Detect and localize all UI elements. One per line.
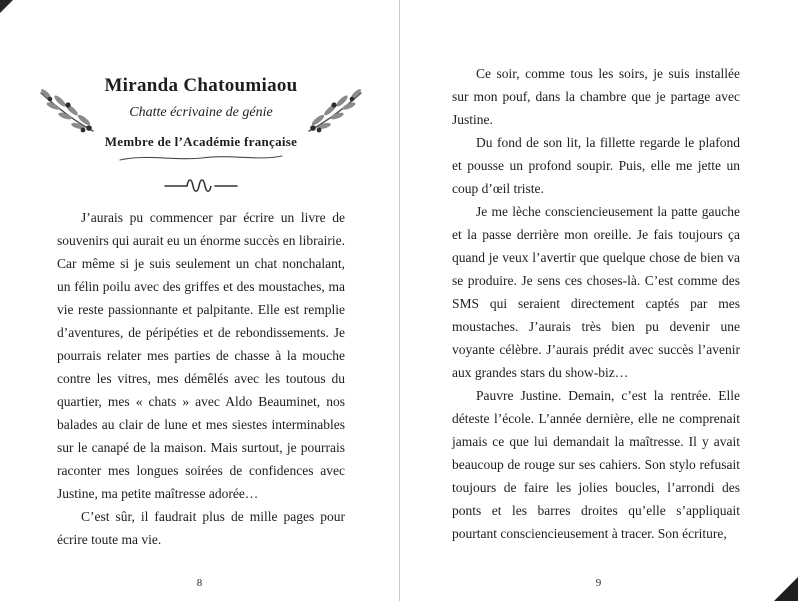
page-number-right: 9 xyxy=(595,577,602,589)
paragraph: Ce soir, comme tous les soirs, je suis installée sur mon pouf, dans la chambre que je partage avec Justine. xyxy=(452,66,740,127)
chapter-subtitle: Chatte écrivaine de génie xyxy=(129,105,273,120)
swash-flourish-icon xyxy=(57,152,345,164)
chapter-header xyxy=(57,74,345,164)
paragraph: J’aurais pu commencer par écrire un livre de souvenirs qui aurait eu un énorme succès en librairie. Car même si je suis seulement un chat nonchalant, un félin poilu avec des griffes et des moustaches, ma vie reste passionnante et palpitante. Elle est remplie d’aventures, de péripéties et de rebondissements. Je pourrais relater mes parties de chasse à la mouche contre les vitres, mes démêlés avec les toutous du quartier, mes « chats » avec Aldo Beauminet, nos balades au clair de lune et mes siestes interminables sur le canapé de la maison. Mais surtout, je pourrais raconter mes longues soirées de confidences avec Justine, ma petite maîtresse adorée… xyxy=(57,210,345,501)
chapter-affiliation: Membre de l’Académie française xyxy=(104,134,298,149)
page-number-left: 8 xyxy=(196,577,203,589)
olive-branch-right-icon xyxy=(306,88,364,134)
squiggle-divider-icon xyxy=(57,176,345,194)
left-page-body xyxy=(57,206,345,551)
paragraph: Je me lèche consciencieusement la patte gauche et la passe derrière mon oreille. Je fais toujours ça quand je veux l’avertir que quelque chose de bien va se produire. Je sens ces choses-là. C’est comme des SMS qui seraient directement captés par mes moustaches. J’aurais très bien pu devenir une voyante célèbre. J’aurais prédit avec succès l’avenir aux grandes stars du show-biz… xyxy=(452,204,740,380)
olive-branch-left-icon xyxy=(38,88,96,134)
chapter-title: Miranda Chatoumiaou xyxy=(104,75,298,96)
paragraph: Pauvre Justine. Demain, c’est la rentrée. Elle déteste l’école. L’année dernière, elle ne comprenait jamais ce que lui demandait la maîtresse. Il y avait beaucoup de rouge sur ses cahiers. Son stylo refusait toujours de faire les jolies boucles, l’arrondi des ponts et les barres droites qu’elle s’appliquait pourtant consciencieusement à tracer. Son écriture, xyxy=(452,388,740,541)
paragraph: Du fond de son lit, la fillette regarde le plafond et pousse un profond soupir. Puis, elle me jette un coup d’œil triste. xyxy=(452,135,740,196)
right-page-body xyxy=(452,62,740,545)
right-page xyxy=(399,0,798,601)
paragraph: C’est sûr, il faudrait plus de mille pages pour écrire toute ma vie. xyxy=(57,509,345,547)
